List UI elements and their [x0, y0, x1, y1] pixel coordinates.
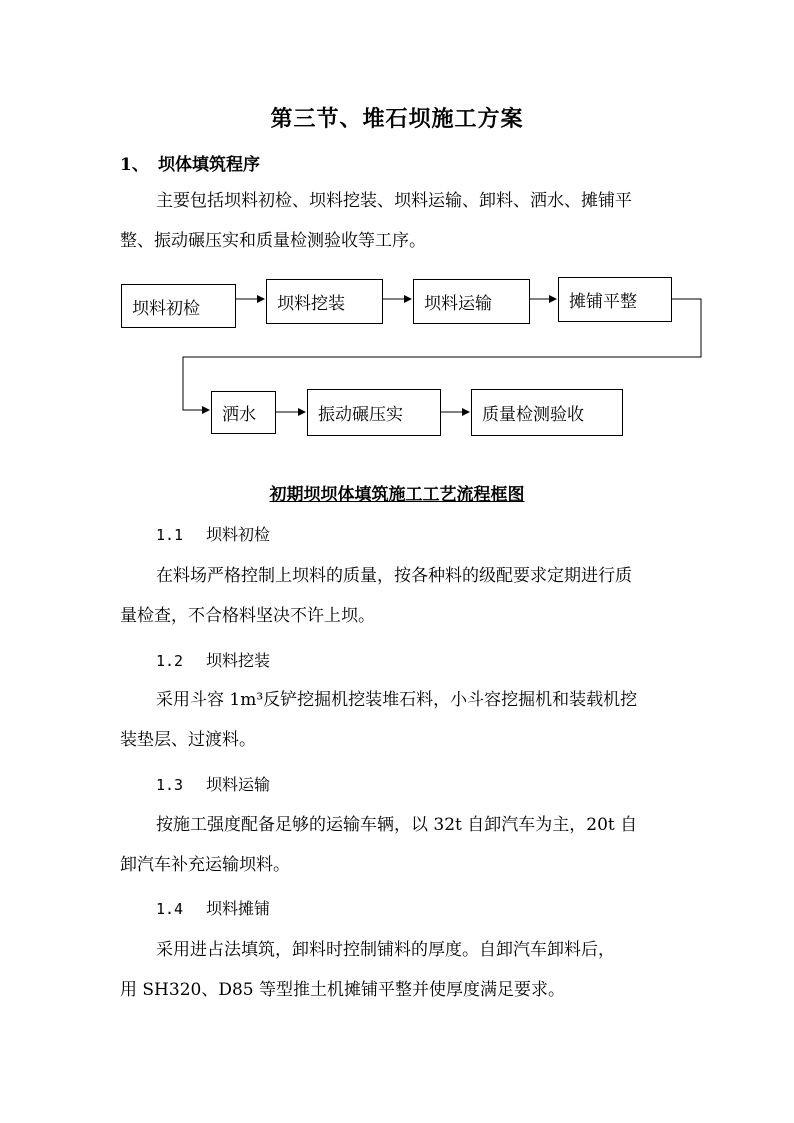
subsection-heading [156, 522, 270, 545]
flow-step-sprinkling: 洒水 [211, 391, 276, 434]
subsection-title: 坝料摊铺 [206, 899, 271, 918]
flow-step-spreading: 摊铺平整 [558, 277, 672, 322]
paragraph-line: 量检查，不合格料坚决不许上坝。 [120, 606, 375, 626]
flow-step-transport: 坝料运输 [413, 279, 530, 324]
subsection-heading [156, 648, 270, 671]
paragraph-line: 采用斗容 1m³反铲挖掘机挖装堆石料，小斗容挖掘机和装载机挖 [156, 690, 638, 710]
flow-step-excavation: 坝料挖装 [266, 279, 383, 324]
subsection-number: 1.2 [156, 652, 184, 670]
flow-step-quality-acceptance: 质量检测验收 [471, 389, 623, 436]
subsection-title: 坝料运输 [206, 775, 271, 794]
section-number: 1、 [120, 155, 149, 175]
subsection-number: 1.3 [156, 776, 184, 794]
section-heading-text: 坝体填筑程序 [158, 155, 260, 175]
subsection-number: 1.1 [156, 526, 184, 544]
paragraph-line: 装垫层、过渡料。 [120, 730, 256, 750]
paragraph-line: 卸汽车补充运输坝料。 [120, 855, 290, 875]
subsection-number: 1.4 [156, 900, 184, 918]
page-title: 第三节、堆石坝施工方案 [270, 106, 524, 132]
subsection-title: 坝料初检 [206, 525, 271, 544]
flow-step-initial-inspection: 坝料初检 [121, 284, 236, 328]
subsection-title: 坝料挖装 [206, 651, 271, 670]
intro-line-1: 主要包括坝料初检、坝料挖装、坝料运输、卸料、洒水、摊铺平 [156, 191, 632, 211]
intro-line-2: 整、振动碾压实和质量检测验收等工序。 [120, 231, 426, 251]
paragraph-line: 用 SH320、D85 等型推土机摊铺平整并使厚度满足要求。 [120, 980, 565, 1000]
paragraph-line: 按施工强度配备足够的运输车辆，以 32t 自卸汽车为主，20t 自 [156, 815, 638, 835]
flowchart-caption: 初期坝坝体填筑施工工艺流程框图 [269, 485, 525, 505]
subsection-heading [156, 772, 270, 795]
paragraph-line: 在料场严格控制上坝料的质量，按各种料的级配要求定期进行质 [156, 566, 632, 586]
flow-step-compaction: 振动碾压实 [307, 389, 441, 436]
subsection-heading [156, 896, 270, 919]
paragraph-line: 采用进占法填筑，卸料时控制铺料的厚度。自卸汽车卸料后， [156, 940, 615, 960]
